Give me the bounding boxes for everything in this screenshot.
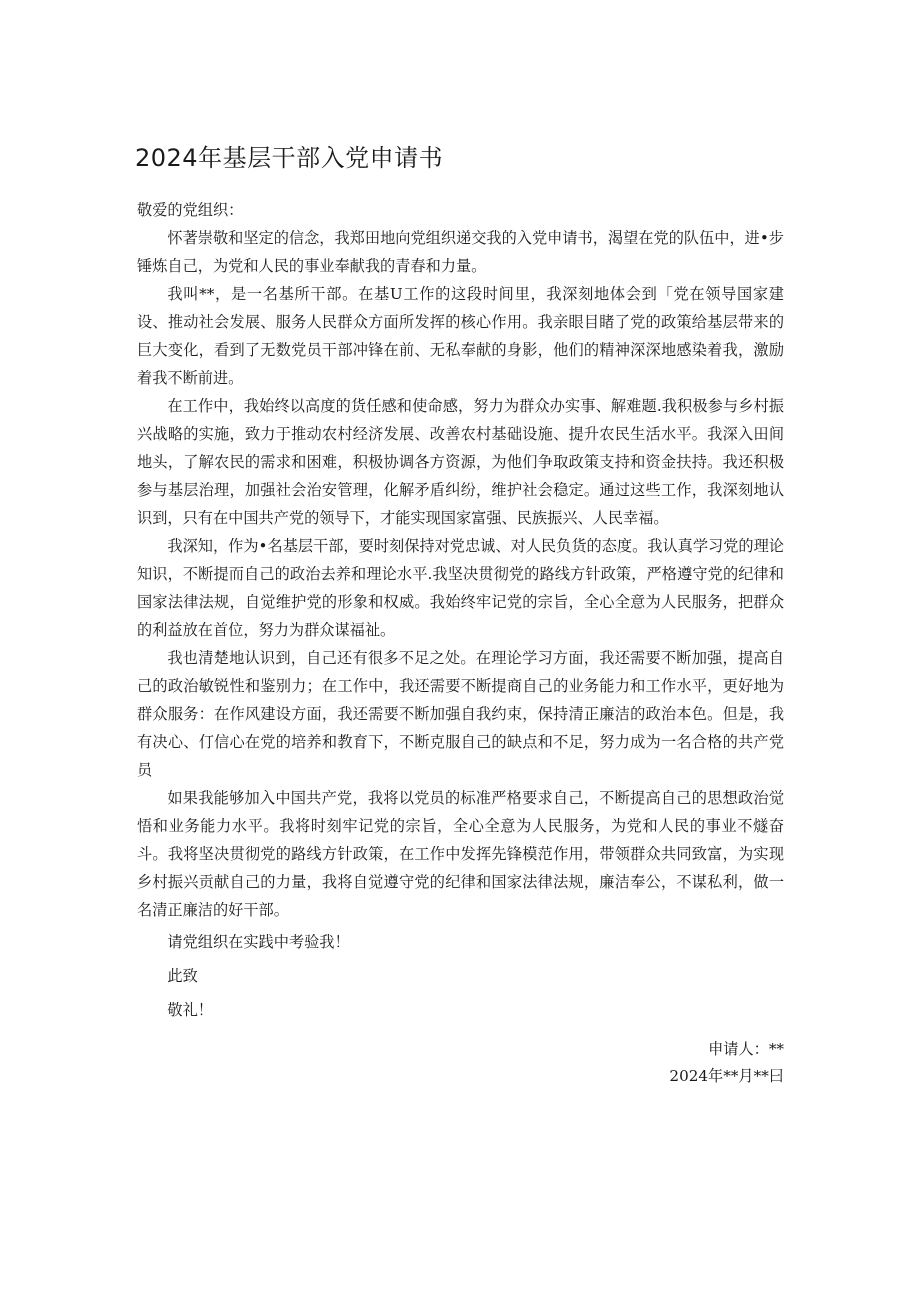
paragraph-self-introduction: 我叫**，是一名基所干部。在基U工作的这段时间里，我深刻地体会到「党在领导国家建设、推动社会发展、服务人民群众方面所发挥的核心作用。我亲眼目睹了党的政策给基层带来的巨大变化，看到了无数党员干部冲锋在前、无私奉献的身影，他们的精神深深地感染着我，激励着我不断前进。 <box>137 285 784 387</box>
document-page <box>137 140 784 1090</box>
closing-greeting-1: 此致 <box>167 967 198 985</box>
paragraph-commitment: 我深知，作为•名基层干部，要时刻保持对党忠诚、对人民负货的态度。我认真学习党的理论知识，不断提而自己的政治去养和理论水平.我坚决贯彻党的路线方针政策，严格遵守党的纪律和国家法律法规，自觉维护党的形象和权威。我始终牢记党的宗旨，全心全意为人民服务，把群众的利益放在首位，努力为群众谋福祉。 <box>137 537 784 639</box>
paragraph-intro: 怀著崇敬和坚定的信念，我郑田地向党组织递交我的入党申请书，渴望在党的队伍中，进•步锤炼自己，为党和人民的事业奉献我的青春和力量。 <box>137 229 784 275</box>
salutation: 敬爱的党组织： <box>137 201 244 219</box>
paragraph-pledge: 如果我能够加入中国共产党，我将以党员的标准严格要求自己，不断提高自己的思想政治觉悟和业务能力水平。我将时刻牢记党的宗旨，全心全意为人民服务，为党和人民的事业不燧奋斗。我将坚决贯彻党的路线方针政策，在工作中发挥先锋模范作用，带领群众共同致富，为实现乡村振兴贡献自己的力量，我将自觉遵守党的纪律和国家法律法规，廉洁奉公，不谋私利，做一名清正廉洁的好干部。 <box>137 789 784 919</box>
application-date: 2024年**月**曰 <box>669 1067 784 1085</box>
closing-request: 请党组织在实践中考验我！ <box>167 933 350 951</box>
closing-greeting-2: 敬礼！ <box>167 1001 213 1019</box>
paragraph-work-experience: 在工作中，我始终以高度的货任感和使命感，努力为群众办实事、解难题.我积极参与乡村振兴战略的实施，致力于推动农村经济发展、改善农村基础设施、提升农民生活水平。我深入田间地头，了解农民的需求和困难，积极协调各方资源，为他们争取政策支持和资金扶持。我还积极参与基层治理，加强社会治安管理，化解矛盾纠纷，维护社会稳定。通过这些工作，我深刻地认识到，只有在中国共产党的领导下，才能实现国家富强、民族振兴、人民幸福。 <box>137 397 784 527</box>
applicant-name: 申请人：** <box>708 1040 784 1058</box>
signature-block <box>137 1036 784 1090</box>
paragraph-shortcomings: 我也清楚地认识到，自己还有很多不足之处。在理论学习方面，我还需要不断加强，提高自己的政治敏锐性和鉴别力；在工作中，我还需要不断提商自己的业务能力和工作水平，更好地为群众服务：在作风建设方面，我还需要不断加强自我约束，保持清正廉洁的政治本色。但是，我有决心、仃信心在党的培养和教育下，不断克服自己的缺点和不足，努力成为一名合格的共产党员 <box>137 649 784 779</box>
document-title: 2024年基层干部入党申请书 <box>135 144 444 172</box>
